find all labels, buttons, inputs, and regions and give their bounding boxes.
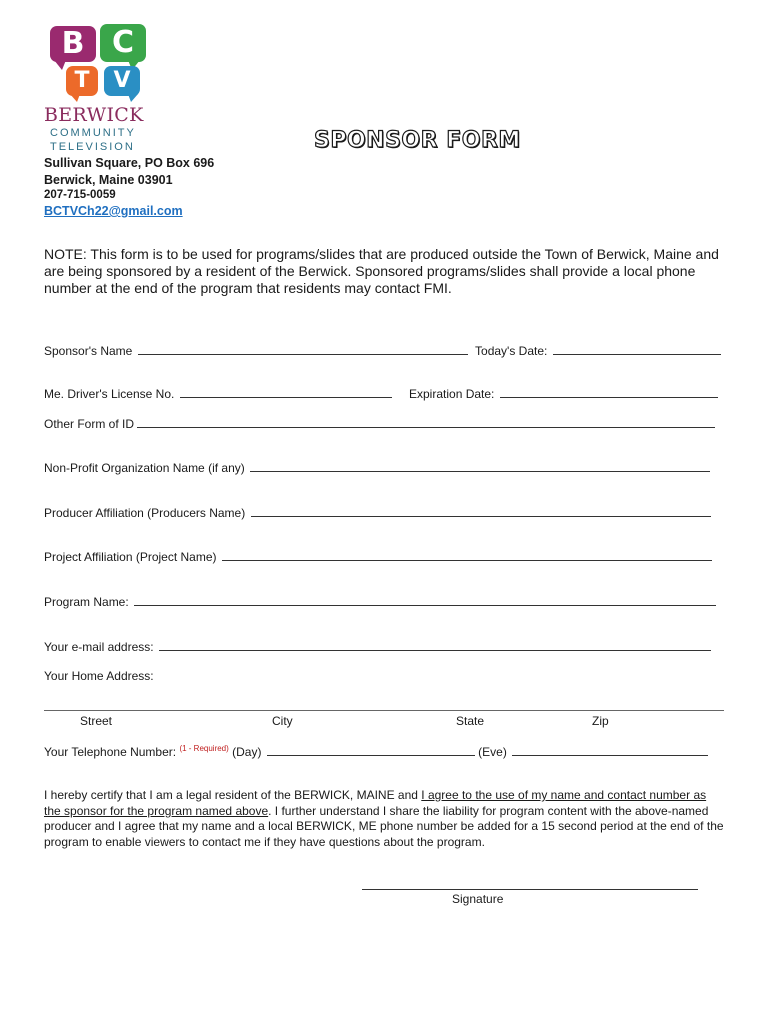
todays-date-field[interactable]	[553, 344, 721, 355]
required-marker: (1 - Required)	[179, 744, 229, 753]
logo-bubble-tail	[54, 60, 66, 70]
program-field[interactable]	[134, 595, 716, 606]
eve-phone-field[interactable]	[512, 745, 708, 756]
home-address-field[interactable]	[44, 710, 724, 711]
email-row	[44, 640, 711, 654]
cert-underlined: I agree to the use of my name and contact number as the sponsor for the program named above	[44, 788, 707, 818]
producer-label: Producer Affiliation (Producers Name)	[44, 506, 246, 520]
program-label: Program Name:	[44, 595, 129, 609]
email-field[interactable]	[159, 640, 711, 651]
logo-bubble-c: C	[100, 24, 146, 62]
project-label: Project Affiliation (Project Name)	[44, 550, 217, 564]
day-phone-field[interactable]	[267, 745, 475, 756]
logo-television: TELEVISION	[50, 141, 135, 153]
logo-community: COMMUNITY	[50, 127, 136, 139]
logo-berwick: BERWICK	[44, 104, 144, 126]
telephone-label: Your Telephone Number:	[44, 745, 177, 759]
program-row	[44, 595, 716, 609]
license-field[interactable]	[180, 387, 392, 398]
producer-row	[44, 506, 711, 520]
expiration-label: Expiration Date:	[409, 387, 495, 401]
address-phone: 207-715-0059	[44, 189, 116, 201]
state-label: State	[456, 714, 485, 728]
note-paragraph: NOTE: This form is to be used for programs/slides that are produced outside the Town of Berwick, Maine and are being sponsored by a resident of the Berwick. Sponsored programs/slides shall provide a local phone number at the end of the program that residents may contact FMI.	[44, 246, 719, 296]
logo-subtitle	[50, 126, 136, 154]
license-label: Me. Driver's License No.	[44, 387, 175, 401]
signature-label: Signature	[452, 892, 504, 906]
project-row	[44, 550, 712, 564]
address-line1: Sullivan Square, PO Box 696	[44, 156, 215, 170]
day-label: (Day)	[232, 745, 262, 759]
home-address-label: Your Home Address:	[44, 669, 154, 683]
address-email-link[interactable]: BCTVCh22@gmail.com	[44, 204, 183, 218]
logo-bubble-b: B	[50, 26, 96, 62]
logo-bubble-tail	[128, 94, 138, 102]
expiration-field[interactable]	[500, 387, 718, 398]
city-label: City	[272, 714, 293, 728]
telephone-row	[44, 744, 708, 759]
sponsor-name-label: Sponsor's Name	[44, 344, 133, 358]
project-field[interactable]	[222, 550, 712, 561]
other-id-row	[44, 417, 715, 431]
cert-part2: . I further understand I share the liability for program content with the above-named producer and I agree that my name and a local BERWICK, ME phone number be added for a 15 second period at the end of the program to enable viewers to contact me if they have questions about the program.	[44, 803, 724, 849]
other-id-label: Other Form of ID	[44, 417, 135, 431]
nonprofit-row	[44, 461, 710, 475]
logo-bubble-t: T	[66, 66, 98, 96]
sponsor-name-row	[44, 344, 721, 358]
cert-part1: I hereby certify that I am a legal resident of the BERWICK, MAINE and	[44, 788, 422, 802]
form-title: SPONSOR FORM	[314, 128, 521, 153]
email-label: Your e-mail address:	[44, 640, 154, 654]
todays-date-label: Today's Date:	[475, 344, 548, 358]
street-label: Street	[80, 714, 113, 728]
certification-paragraph	[44, 788, 724, 850]
logo-bubble-tail	[70, 94, 80, 102]
license-row	[44, 387, 392, 401]
sponsor-name-field[interactable]	[138, 344, 468, 355]
producer-field[interactable]	[251, 506, 711, 517]
address-line2: Berwick, Maine 03901	[44, 173, 173, 187]
nonprofit-label: Non-Profit Organization Name (if any)	[44, 461, 245, 475]
signature-field[interactable]	[362, 889, 698, 890]
zip-label: Zip	[592, 714, 609, 728]
other-id-field[interactable]	[137, 417, 715, 428]
bctv-logo	[44, 18, 156, 158]
logo-bubble-v: V	[104, 66, 140, 96]
nonprofit-field[interactable]	[250, 461, 710, 472]
eve-label: (Eve)	[478, 745, 507, 759]
expiration-row	[409, 387, 718, 401]
